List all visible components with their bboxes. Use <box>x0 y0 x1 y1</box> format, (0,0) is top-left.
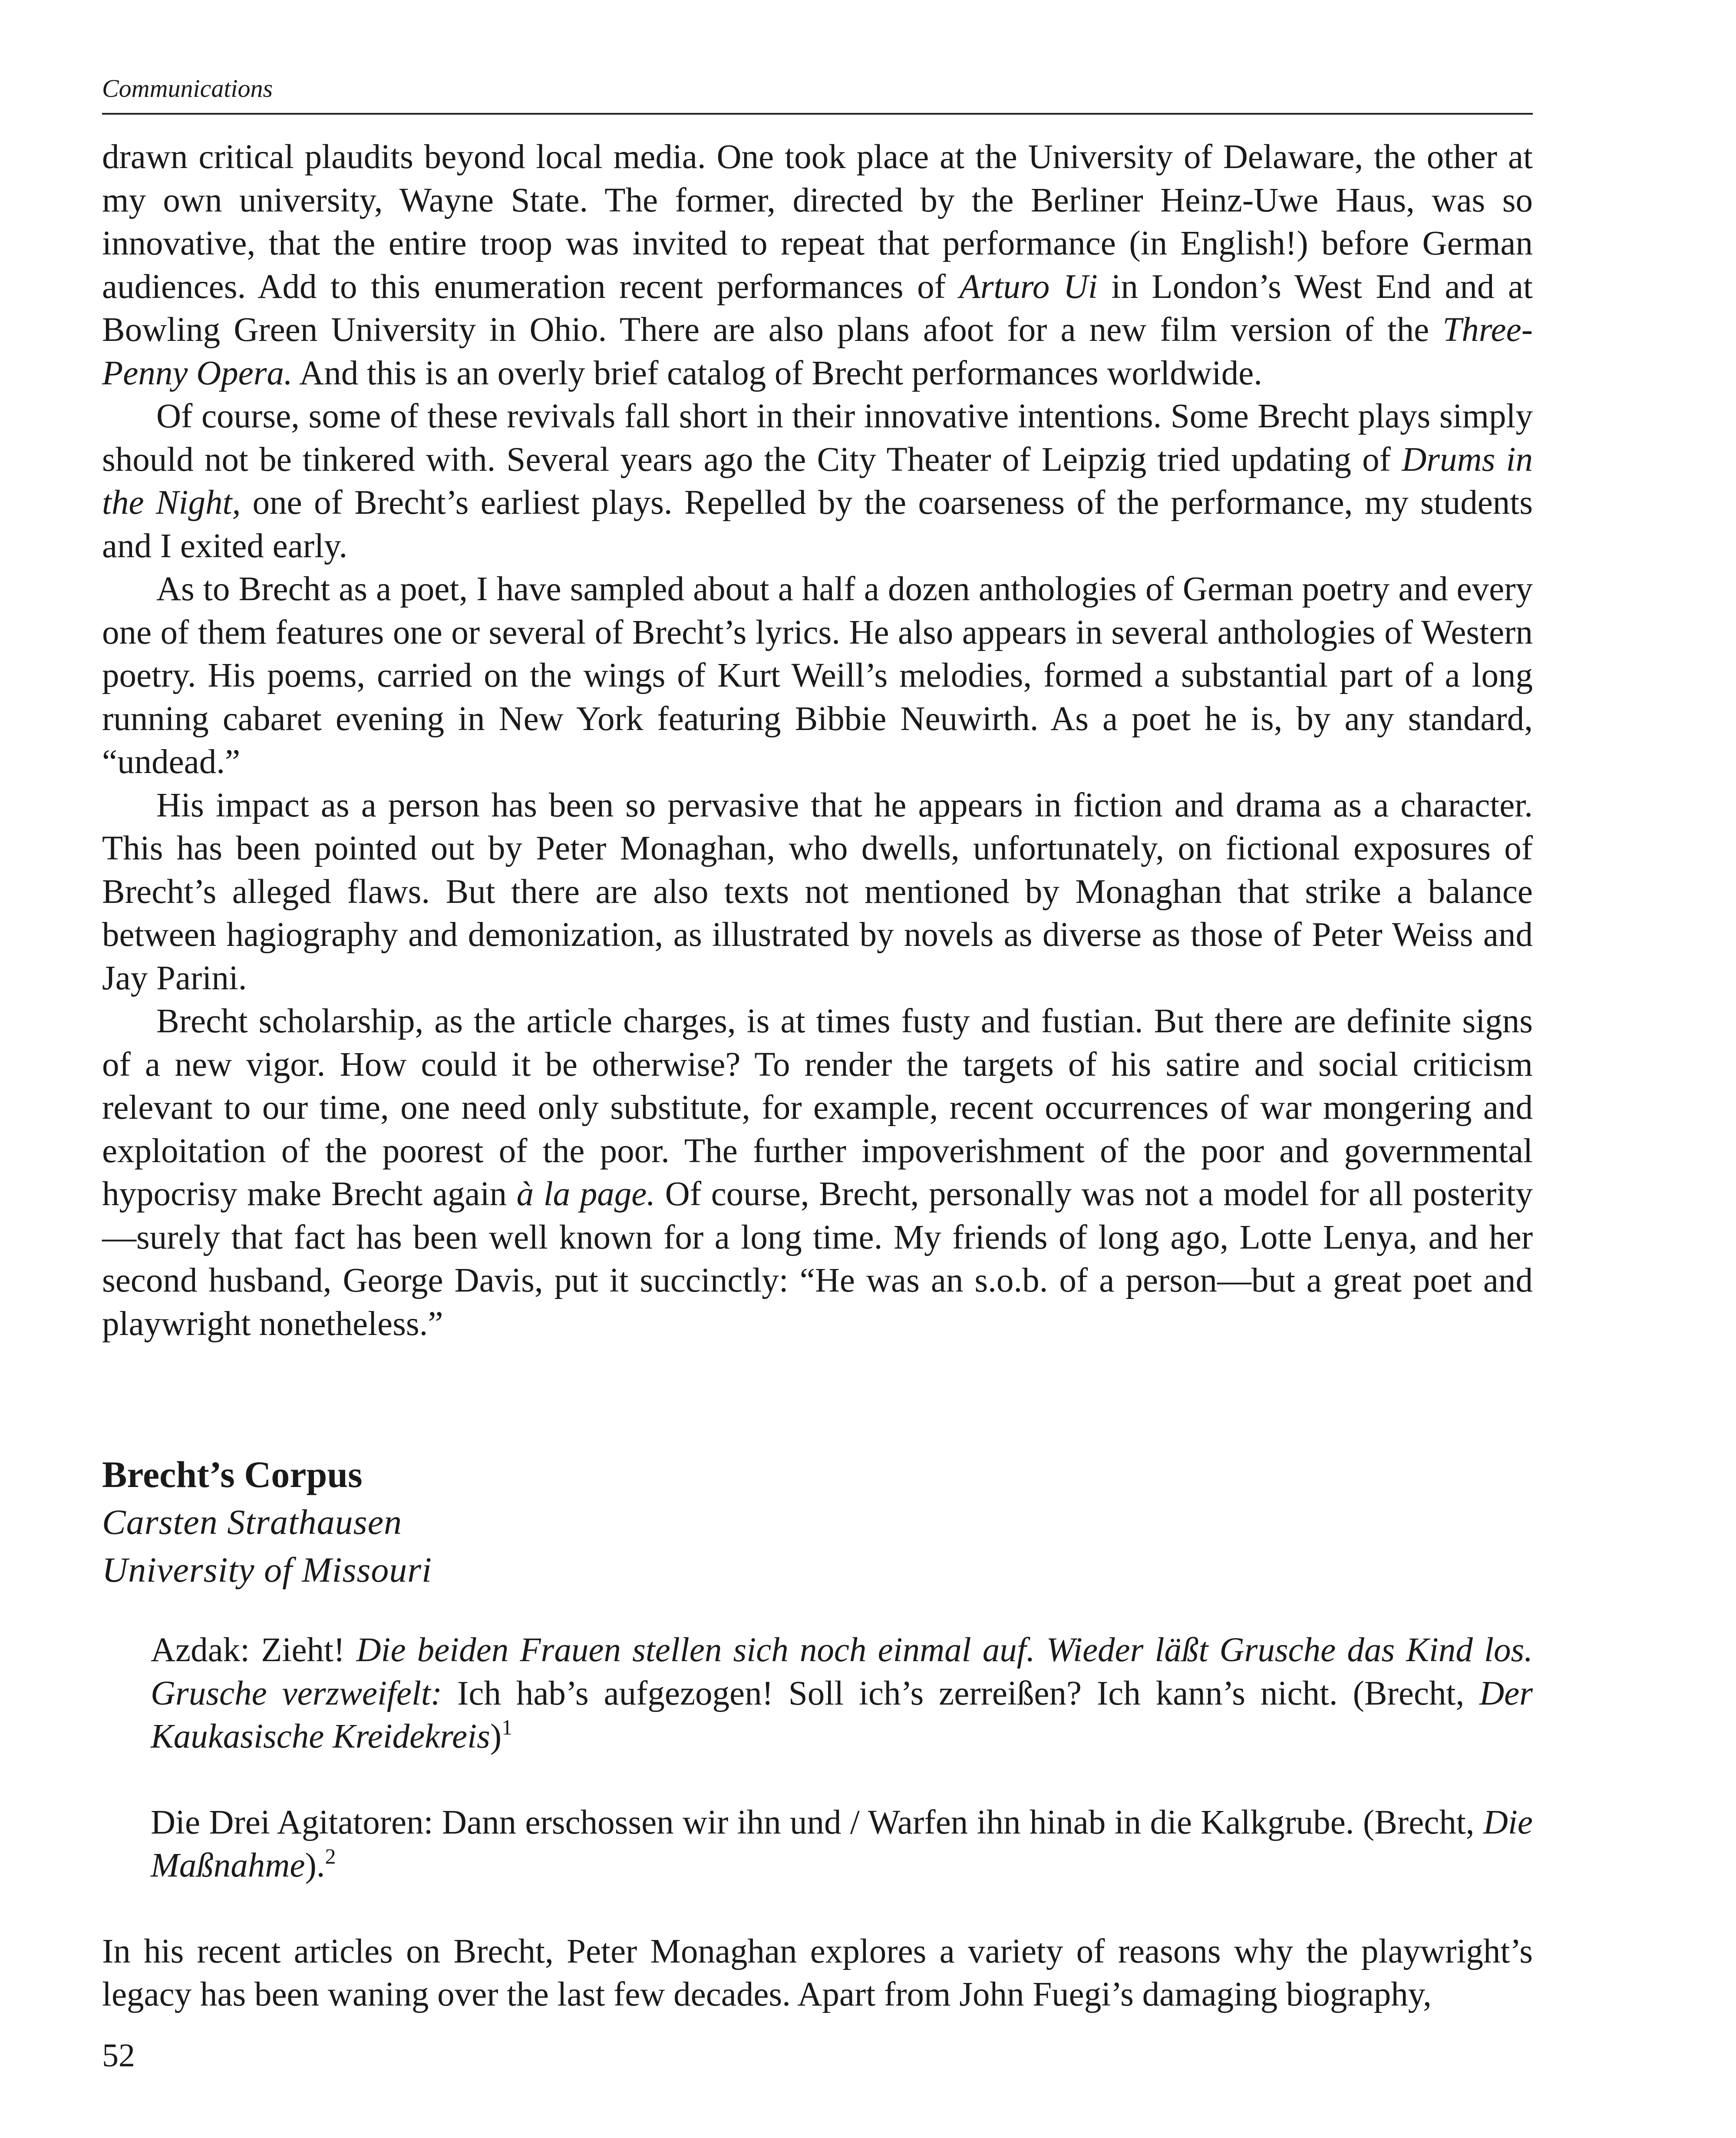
text-run: And this is an overly brief catalog of Brecht performances worldwide. <box>292 354 1263 392</box>
paragraph <box>102 1930 1533 2016</box>
paragraph <box>102 1000 1533 1345</box>
paragraph <box>102 784 1533 1000</box>
text-run: one of Brecht’s earliest plays. Repelled by the coarseness of the performance, my students and I exited early. <box>102 484 1533 565</box>
footnote-marker: 1 <box>502 1715 513 1739</box>
footnote-marker: 2 <box>325 1844 336 1868</box>
text-run: ). <box>305 1847 325 1884</box>
running-head: Communications <box>102 74 273 102</box>
text-run: in London’s West End and at Bowling Green University in Ohio. There are also plans afoot for a new film version of the <box>102 268 1533 349</box>
section-title: Brecht’s Corpus <box>102 1454 363 1495</box>
italic-text: Three-Penny Opera. <box>102 311 1533 392</box>
text-run: In his recent articles on Brecht, Peter Monaghan explores a variety of reasons why the playwright’s legacy has been waning over the last few decades. Apart from John Fuegi’s damaging biography, <box>102 1932 1533 2013</box>
text-run: Die Drei Agitatoren: Dann erschossen wir ihn und / Warfen ihn hinab in die Kalkgrube. (Brecht, <box>151 1803 1483 1841</box>
section-affiliation: University of Missouri <box>102 1550 432 1589</box>
text-run: Azdak: Zieht! <box>151 1631 356 1669</box>
epigraph-quote <box>151 1801 1533 1887</box>
italic-text: Arturo Ui <box>959 268 1098 306</box>
italic-text: Drums in the Night, <box>102 440 1533 522</box>
section-author: Carsten Strathausen <box>102 1502 402 1542</box>
paragraph <box>102 395 1533 568</box>
header-rule <box>102 113 1533 115</box>
paragraph <box>102 135 1533 395</box>
italic-text: Die beiden Frauen stellen sich noch einmal auf. Wieder läßt Grusche das Kind los. Grusche verzweifelt: <box>151 1631 1533 1712</box>
text-run: Ich hab’s aufgezogen! Soll ich’s zerreißen? Ich kann’s nicht. (Brecht, <box>442 1674 1480 1712</box>
text-run: His impact as a person has been so pervasive that he appears in fiction and drama as a character. This has been pointed out by Peter Monaghan, who dwells, unfortunately, on fictional exposures of Brecht’s alleged flaws. But there are also texts not mentioned by Monaghan that strike a balance between hagiography and demonization, as illustrated by novels as diverse as those of Peter Weiss and Jay Parini. <box>102 786 1533 997</box>
paragraph <box>102 568 1533 784</box>
page-body <box>102 135 1533 2016</box>
text-run: As to Brecht as a poet, I have sampled about a half a dozen anthologies of German poetry and every one of them features one or several of Brecht’s lyrics. He also appears in several anthologies of Western poetry. His poems, carried on the wings of Kurt Weill’s melodies, formed a substantial part of a long running cabaret evening in New York featuring Bibbie Neuwirth. As a poet he is, by any standard, “undead.” <box>102 570 1533 781</box>
text-run: Brecht scholarship, as the article charges, is at times fusty and fustian. But there are definite signs of a new vigor. How could it be otherwise? To render the targets of his satire and social criticism relevant to our time, one need only substitute, for example, recent occurrences of war mongering and exploitation of the poorest of the poor. The further impoverishment of the poor and governmental hypocrisy make Brecht again <box>102 1002 1533 1213</box>
text-run: Of course, some of these revivals fall short in their innovative intentions. Some Brecht plays simply should not be tinkered with. Several years ago the City Theater of Leipzig tried updating of <box>102 397 1533 479</box>
text-run: drawn critical plaudits beyond local media. One took place at the University of Delaware, the other at my own university, Wayne State. The former, directed by the Berliner Heinz-Uwe Haus, was so innovative, that the entire troop was invited to repeat that performance (in English!) before German audiences. Add to this enumeration recent performances of <box>102 138 1533 306</box>
page-number: 52 <box>102 2037 135 2074</box>
text-run: ) <box>490 1718 502 1755</box>
text-run: Of course, Brecht, personally was not a model for all posterity—surely that fact has been well known for a long time. My friends of long ago, Lotte Lenya, and her second husband, George Davis, put it succinctly: “He was an s.o.b. of a person—but a great poet and playwright nonetheless.” <box>102 1175 1533 1343</box>
italic-text: Der Kaukasische Kreidekreis <box>151 1674 1533 1755</box>
italic-text: à la page. <box>516 1175 656 1213</box>
italic-text: Die Maßnahme <box>151 1803 1533 1884</box>
epigraph-quote <box>151 1629 1533 1758</box>
